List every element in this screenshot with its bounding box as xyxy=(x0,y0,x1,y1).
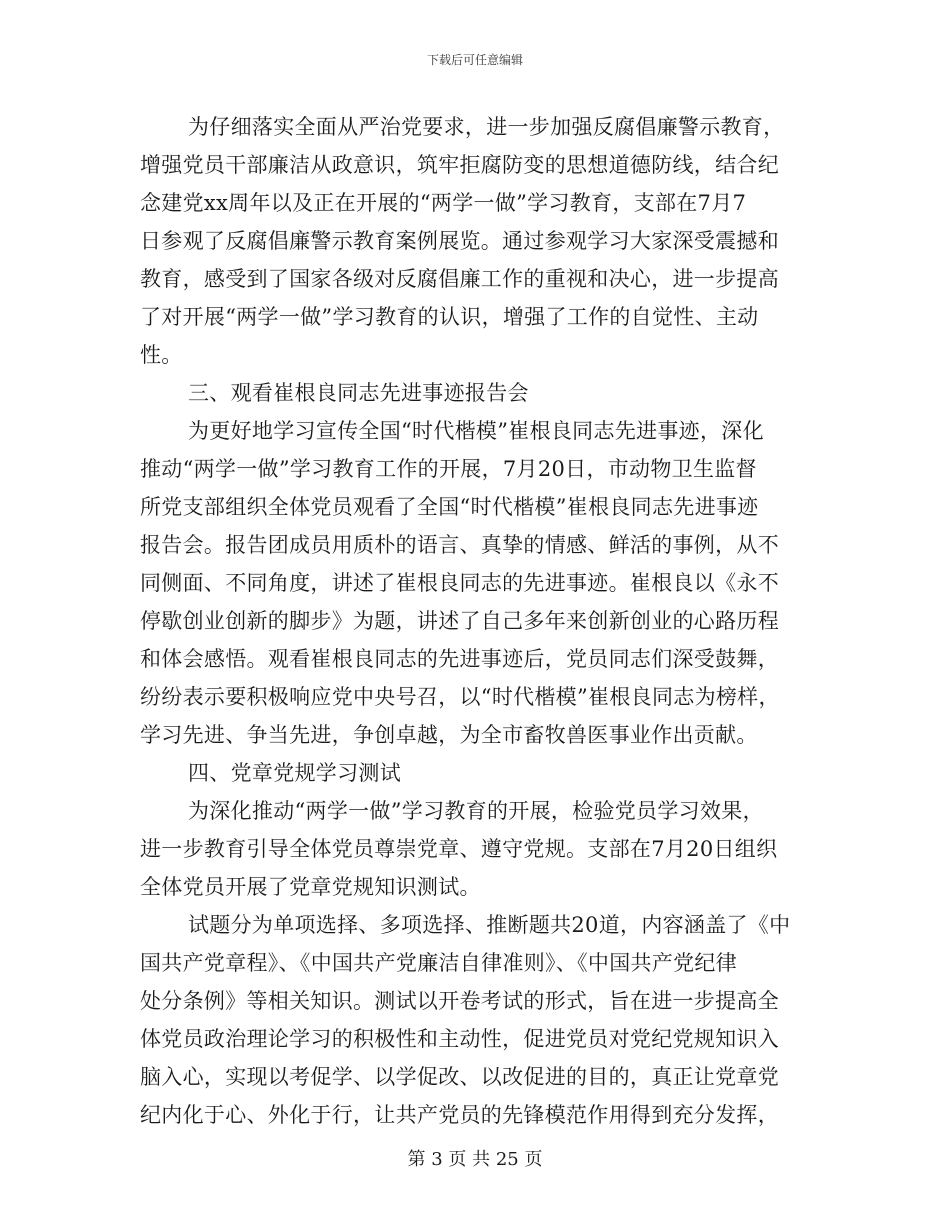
paragraph-line: 全体党员开展了党章党规知识测试。 xyxy=(140,875,481,899)
paragraph-line: 进一步教育引导全体党员尊崇党章、遵守党规。支部在7月20日组织 xyxy=(140,837,778,861)
paragraph-line: 纪内化于心、外化于行，让共产党员的先锋模范作用得到充分发挥， xyxy=(140,1103,779,1127)
paragraph-line: 性。 xyxy=(140,343,183,367)
paragraph-line: 了对开展“两学一做”学习教育的认识，增强了工作的自觉性、主动 xyxy=(140,305,759,329)
paragraph-line: 为深化推动“两学一做”学习教育的开展，检验党员学习效果， xyxy=(188,799,764,823)
page-number-footer: 第 3 页 共 25 页 xyxy=(407,1149,543,1170)
paragraph-line: 停歇创业创新的脚步》为题，讲述了自己多年来创新创业的心路历程 xyxy=(140,609,779,633)
paragraph-line: 试题分为单项选择、多项选择、推断题共20道，内容涵盖了《中 xyxy=(188,913,791,937)
document-body xyxy=(140,108,805,1134)
section-heading: 三、观看崔根良同志先进事迹报告会 xyxy=(188,381,529,405)
paragraph-line: 处分条例》等相关知识。测试以开卷考试的形式，旨在进一步提高全 xyxy=(140,989,779,1013)
paragraph-line: 日参观了反腐倡廉警示教育案例展览。通过参观学习大家深受震撼和 xyxy=(140,229,779,253)
paragraph-line: 推动“两学一做”学习教育工作的开展，7月20日，市动物卫生监督 xyxy=(140,457,757,481)
paragraph-line: 和体会感悟。观看崔根良同志的先进事迹后，党员同志们深受鼓舞， xyxy=(140,647,779,671)
section-heading: 四、党章党规学习测试 xyxy=(188,761,401,785)
paragraph-line: 同侧面、不同角度，讲述了崔根良同志的先进事迹。崔根良以《永不 xyxy=(140,571,779,595)
paragraph-line: 脑入心，实现以考促学、以学促改、以改促进的目的，真正让党章党 xyxy=(140,1065,779,1089)
paragraph-line: 教育，感受到了国家各级对反腐倡廉工作的重视和决心，进一步提高 xyxy=(140,267,779,291)
paragraph-line: 为更好地学习宣传全国“时代楷模”崔根良同志先进事迹，深化 xyxy=(188,419,764,443)
paragraph-line: 报告会。报告团成员用质朴的语言、真挚的情感、鲜活的事例，从不 xyxy=(140,533,779,557)
paragraph-line: 为仔细落实全面从严治党要求，进一步加强反腐倡廉警示教育， xyxy=(188,115,785,139)
paragraph-line: 增强党员干部廉洁从政意识，筑牢拒腐防变的思想道德防线，结合纪 xyxy=(140,153,779,177)
paragraph-line: 体党员政治理论学习的积极性和主动性，促进党员对党纪党规知识入 xyxy=(140,1027,779,1051)
paragraph-line: 学习先进、争当先进，争创卓越，为全市畜牧兽医事业作出贡献。 xyxy=(140,723,758,747)
paragraph-line: 念建党xx周年以及正在开展的“两学一做”学习教育，支部在7月7 xyxy=(140,191,747,215)
page-header: 下载后可任意编辑 xyxy=(426,53,523,67)
paragraph-line: 所党支部组织全体党员观看了全国“时代楷模”崔根良同志先进事迹 xyxy=(140,495,759,519)
paragraph-line: 纷纷表示要积极响应党中央号召，以“时代楷模”崔根良同志为榜样， xyxy=(140,685,780,709)
paragraph-line: 国共产党章程》、《中国共产党廉洁自律准则》、《中国共产党纪律 xyxy=(140,951,737,975)
